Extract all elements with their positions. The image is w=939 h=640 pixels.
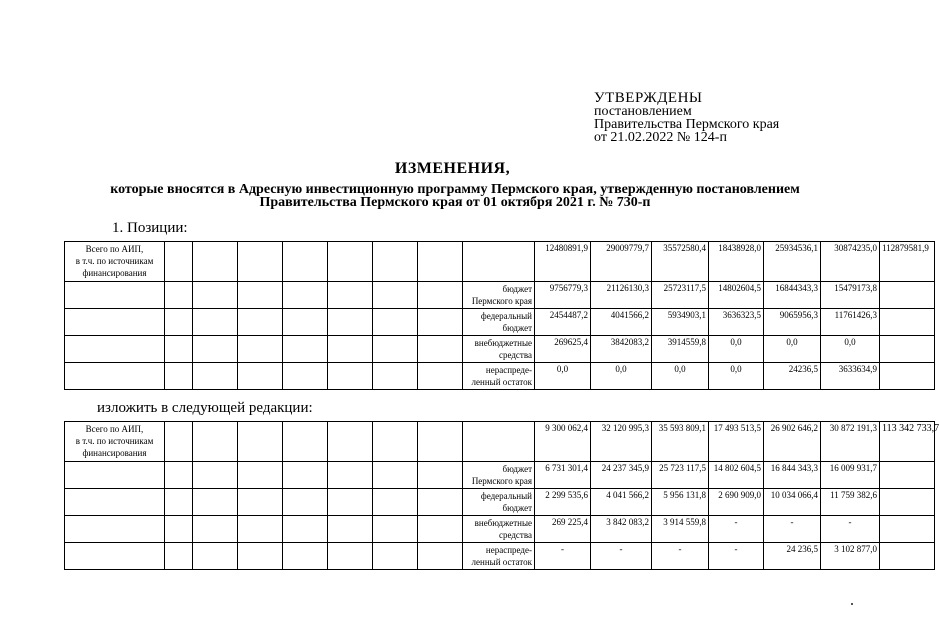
table-row — [65, 309, 935, 336]
value-cell: 0,0 — [652, 363, 709, 390]
value-cell: 9 300 062,4 — [535, 422, 591, 462]
value-cell: 9065956,3 — [764, 309, 821, 336]
value-cell: 17 493 513,5 — [709, 422, 764, 462]
value-cell: - — [652, 543, 709, 570]
value-cell: 6 731 301,4 — [535, 462, 591, 489]
document-subtitle-line-2: Правительства Пермского края от 01 октября 2021 г. № 730-п — [259, 195, 651, 210]
value-cell: 25723117,5 — [652, 282, 709, 309]
value-cell: 4 041 566,2 — [591, 489, 652, 516]
value-cell: 26 902 646,2 — [764, 422, 821, 462]
value-cell: - — [821, 516, 880, 543]
value-cell: 5 956 131,8 — [652, 489, 709, 516]
value-cell: 18438928,0 — [709, 242, 764, 282]
value-cell: 0,0 — [709, 363, 764, 390]
source-label-cell: бюджет Пермского края — [463, 282, 535, 309]
value-cell: 25 723 117,5 — [652, 462, 709, 489]
value-cell: 15479173,8 — [821, 282, 880, 309]
source-label-cell: федеральный бюджет — [463, 489, 535, 516]
approval-line-1: постановлением — [594, 104, 692, 119]
table-row — [65, 516, 935, 543]
value-cell: 0,0 — [709, 336, 764, 363]
value-cell: 10 034 066,4 — [764, 489, 821, 516]
value-cell: - — [709, 543, 764, 570]
value-cell: 35572580,4 — [652, 242, 709, 282]
value-cell: 25934536,1 — [764, 242, 821, 282]
value-cell: 3636323,5 — [709, 309, 764, 336]
approval-title: УТВЕРЖДЕНЫ — [594, 90, 703, 106]
value-cell: 16844343,3 — [764, 282, 821, 309]
approval-line-2: Правительства Пермского края — [594, 117, 780, 132]
value-cell: 11 759 382,6 — [821, 489, 880, 516]
table-row — [65, 363, 935, 390]
value-cell: 3914559,8 — [652, 336, 709, 363]
value-cell: 12480891,9 — [535, 242, 591, 282]
value-cell: 0,0 — [535, 363, 591, 390]
value-cell: 24 237 345,9 — [591, 462, 652, 489]
value-cell: 2454487,2 — [535, 309, 591, 336]
approval-line-3: от 21.02.2022 № 124-п — [594, 130, 727, 145]
positions-table-old — [64, 241, 935, 390]
value-cell: 30 872 191,3 — [821, 422, 880, 462]
value-cell: 3 914 559,8 — [652, 516, 709, 543]
value-cell: - — [535, 543, 591, 570]
value-cell: 2 690 909,0 — [709, 489, 764, 516]
value-cell: 0,0 — [821, 336, 880, 363]
value-cell: 5934903,1 — [652, 309, 709, 336]
table-row — [65, 489, 935, 516]
total-label-cell: Всего по АИП, в т.ч. по источникам финансирования — [65, 242, 165, 282]
source-label-cell: федеральный бюджет — [463, 309, 535, 336]
source-label-cell: бюджет Пермского края — [463, 462, 535, 489]
source-label-cell: нераспреде- ленный остаток — [463, 543, 535, 570]
value-cell: 4041566,2 — [591, 309, 652, 336]
value-cell: 30874235,0 — [821, 242, 880, 282]
positions-label: 1. Позиции: — [112, 220, 188, 236]
value-cell: 269 225,4 — [535, 516, 591, 543]
value-cell: 14802604,5 — [709, 282, 764, 309]
value-cell: 3 102 877,0 — [821, 543, 880, 570]
value-cell: 0,0 — [764, 336, 821, 363]
value-cell: 269625,4 — [535, 336, 591, 363]
value-cell: 11761426,3 — [821, 309, 880, 336]
source-label-cell: внебюджетные средства — [463, 516, 535, 543]
value-cell: 3633634,9 — [821, 363, 880, 390]
value-cell: 0,0 — [591, 363, 652, 390]
redaction-label: изложить в следующей редакции: — [97, 400, 313, 416]
value-cell: - — [591, 543, 652, 570]
value-cell: 16 009 931,7 — [821, 462, 880, 489]
value-cell: 29009779,7 — [591, 242, 652, 282]
value-cell: 3842083,2 — [591, 336, 652, 363]
value-cell: 14 802 604,5 — [709, 462, 764, 489]
document-title: ИЗМЕНЕНИЯ, — [394, 160, 511, 177]
value-cell: 32 120 995,3 — [591, 422, 652, 462]
source-label-cell: нераспреде- ленный остаток — [463, 363, 535, 390]
table-row — [65, 543, 935, 570]
value-cell: 21126130,3 — [591, 282, 652, 309]
document-subtitle — [70, 183, 840, 209]
table-row — [65, 282, 935, 309]
table-row — [65, 462, 935, 489]
source-label-cell: внебюджетные средства — [463, 336, 535, 363]
value-cell: 24 236,5 — [764, 543, 821, 570]
value-cell: 35 593 809,1 — [652, 422, 709, 462]
approval-block — [594, 92, 779, 144]
table-row — [65, 336, 935, 363]
table-row — [65, 242, 935, 282]
value-cell: 2 299 535,6 — [535, 489, 591, 516]
grand-total-cell: 113 342 733,7 — [880, 422, 935, 462]
value-cell: - — [764, 516, 821, 543]
scan-speck — [851, 603, 853, 605]
grand-total-cell: 112879581,9 — [880, 242, 935, 282]
value-cell: 16 844 343,3 — [764, 462, 821, 489]
total-label-cell: Всего по АИП, в т.ч. по источникам финансирования — [65, 422, 165, 462]
value-cell: 24236,5 — [764, 363, 821, 390]
document-subtitle-line-1: которые вносятся в Адресную инвестиционную программу Пермского края, утвержденную постановлением — [110, 182, 800, 197]
value-cell: - — [709, 516, 764, 543]
table-row — [65, 422, 935, 462]
value-cell: 9756779,3 — [535, 282, 591, 309]
positions-table-new — [64, 421, 939, 570]
value-cell: 3 842 083,2 — [591, 516, 652, 543]
